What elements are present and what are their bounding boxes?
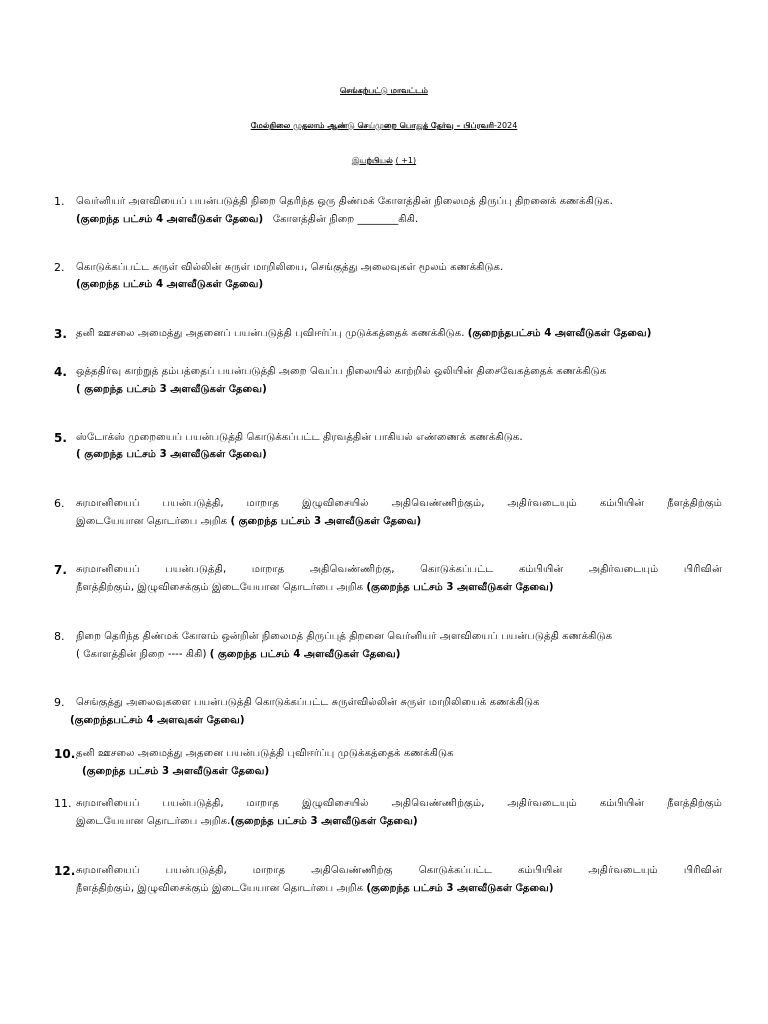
question-number: 6. [54,497,65,510]
question-text: வெர்னியர் அளவியைப் பயன்படுத்தி நிறை தெரிந்த ஒரு திண்மக் கோளத்தின் நிலைமத் திருப்பு திறனைக் கணக்கிடுக. [76,196,613,207]
subject-name: இயற்பியல் [351,156,393,165]
question-note: (குறைந்த பட்சம் 3 அளவீடுகள் தேவை) [366,582,554,593]
question-note: (குறைந்த பட்சம் 4 அளவீடுகள் தேவை) [76,214,264,225]
question-text: ஸ்டோக்ஸ் முறையைப் பயன்படுத்தி கொடுக்கப்பட்ட திரவத்தின் பாகியல் எண்ணைக் கணக்கிடுக. [76,432,523,443]
question-number: 7. [54,563,67,577]
question-extra: கோளத்தின் நிறை ________கிகி. [272,214,419,225]
question-note: (குறைந்த பட்சம் 3 அளவீடுகள் தேவை) [82,766,270,777]
question-text: செங்குத்து அலைவுகளை பயன்படுத்தி கொடுக்கப்பட்ட சுருள்வில்லின் சுருள் மாறிலியைக் கணக்கிடுக [76,697,540,708]
question-text: கொடுக்கப்பட்ட சுருள் வில்லின் சுருள் மாறிலியை, செங்குத்து அலைவுகள் மூலம் கணக்கிடுக. [76,262,504,273]
question-number: 10. [54,747,76,761]
question-number: 11. [54,797,72,810]
question-text: சுரமானியைப் பயன்படுத்தி, மாறாத அதிவெண்ணிற்கு, கொடுக்கப்பட்ட கம்பியின் அதிர்வடையும் பிரிவின் [76,564,722,575]
question-text-continued: நீளத்திற்கும், இழுவிசைக்கும் இடையேயான தொடர்பை அறிக [76,883,364,894]
question-text: தனி ஊசலை அமைத்து அதனைப் பயன்படுத்தி புவிஈர்ப்பு முடுக்கத்தைக் கணக்கிடுக. [76,328,465,339]
question-number: 12. [54,864,76,878]
question-text: சுரமானியைப் பயன்படுத்தி, மாறாத இழுவிசையில் அதிவெண்ணிற்கும், அதிர்வடையும் கம்பியின் நீளத்திற்கும் [76,498,722,509]
question-number: 8. [54,630,65,643]
question-text: நிறை தெரிந்த திண்மக் கோளம் ஒன்றின் நிலைமத் திருப்புத் திறனை வெர்னியர் அளவியைப் பயன்படுத்தி கணக்கிடுக [76,631,613,642]
question-note: (குறைந்தபட்சம் 4 அளவுகள் தேவை) [70,715,245,726]
exam-title-text: மேல்நிலை முதலாம் ஆண்டு செய்முறை பொதுத் தேர்வு – பிப்ரவரி [250,121,495,130]
question-note: ( குறைந்த பட்சம் 4 அளவீடுகள் தேவை) [209,649,401,660]
question-number: 3. [54,327,67,341]
exam-year: -2024 [494,121,518,130]
question-number: 5. [54,431,67,445]
subject-heading [0,156,768,166]
exam-title [0,121,768,131]
question-note: (குறைந்த பட்சம் 3 அளவீடுகள் தேவை) [366,883,554,894]
question-text-continued: இடையேயான தொடர்பை அறிக. [76,816,231,827]
question-number: 4. [54,365,67,379]
question-note: ( குறைந்த பட்சம் 3 அளவீடுகள் தேவை) [230,516,422,527]
question-number: 2. [54,261,65,274]
question-note: ( குறைந்த பட்சம் 3 அளவீடுகள் தேவை) [76,384,267,395]
question-number: 9. [54,696,65,709]
question-note: ( குறைந்த பட்சம் 3 அளவீடுகள் தேவை) [76,449,267,460]
question-text: தனி ஊசலை அமைத்து அதனை பயன்படுத்தி புவிஈர்ப்பு முடுக்கத்தைக் கணக்கிடுக [76,748,454,759]
question-text: சுரமானியைப் பயன்படுத்தி, மாறாத இழுவிசையில் அதிவெண்ணிற்கும், அதிர்வடையும் கம்பியின் நீளத்திற்கும் [76,798,722,809]
question-number: 1. [54,195,65,208]
question-text: சுரமானியைப் பயன்படுத்தி, மாறாத அதிவெண்ணிற்கு கொடுக்கப்பட்ட கம்பியின் அதிர்வடையும் பிரிவின் [76,865,722,876]
question-text-continued: நீளத்திற்கும், இழுவிசைக்கும் இடையேயான தொடர்பை அறிக [76,582,364,593]
question-text-continued: ( கோளத்தின் நிறை ---- கிகி) [76,649,207,660]
question-note: (குறைந்தபட்சம் 4 அளவீடுகள் தேவை) [467,328,652,339]
class-label: ( +1) [395,156,417,165]
question-text: ஒத்ததிர்வு காற்றுத் தம்பத்தைப் பயன்படுத்தி அறை வெப்ப நிலையில் காற்றில் ஒலியின் திசைவேகத்தைக் கணக்கிடுக [76,366,607,377]
question-note: (குறைந்த பட்சம் 3 அளவீடுகள் தேவை) [230,816,418,827]
district-text: செங்கற்பட்டு மாவட்டம் [340,86,428,95]
question-text-continued: இடையேயான தொடர்பை அறிக [76,516,228,527]
question-note: (குறைந்த பட்சம் 4 அளவீடுகள் தேவை) [76,279,264,290]
district-heading [0,86,768,96]
